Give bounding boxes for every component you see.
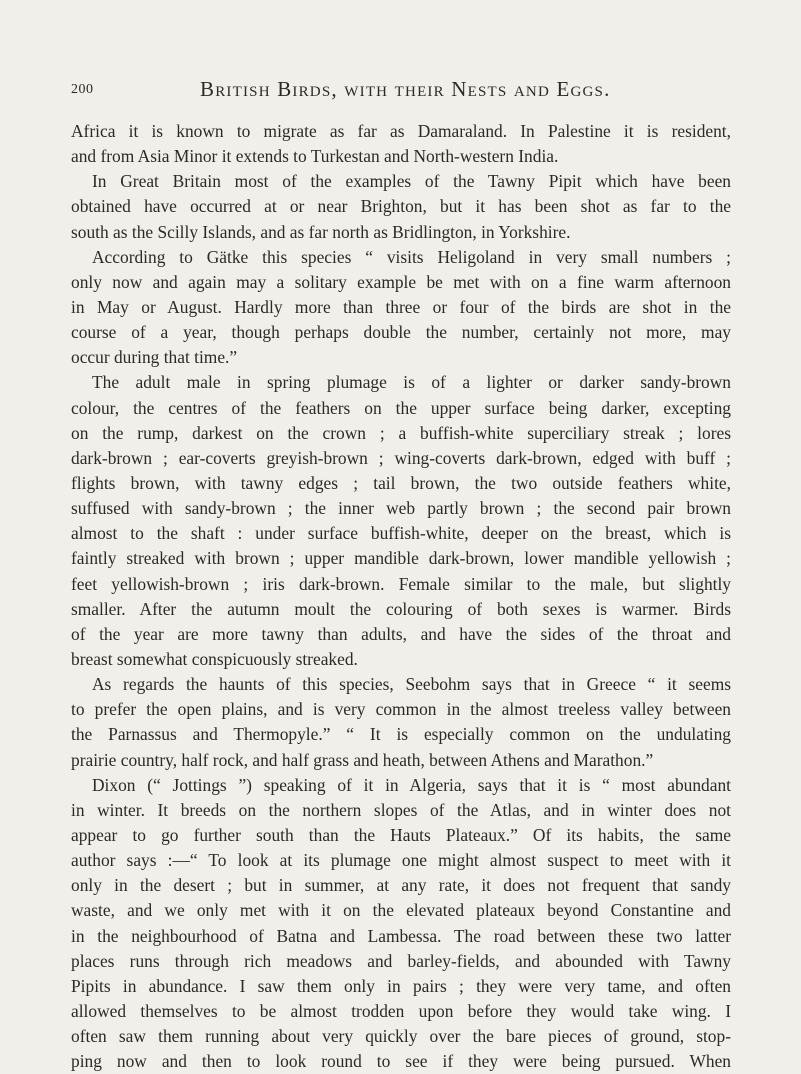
page-number: 200 — [71, 82, 94, 97]
text-line: In Great Britain most of the examples of the Tawny Pipit which have been — [92, 171, 731, 192]
text-line: only in the desert ; but in summer, at any rate, it does not frequent that sandy — [71, 875, 731, 896]
text-line: prairie country, half rock, and half grass and heath, between Athens and Marathon.” — [71, 749, 654, 770]
text-line: breast somewhat conspicuously streaked. — [71, 648, 358, 669]
text-line: Dixon (“ Jottings ”) speaking of it in Algeria, says that it is “ most abundant — [92, 774, 731, 795]
text-line: author says :—“ To look at its plumage one might almost suspect to meet with it — [71, 850, 731, 871]
text-line: the Parnassus and Thermopyle.” “ It is especially common on the undulating — [71, 724, 731, 745]
text-line: course of a year, though perhaps double the number, certainly not more, may — [71, 322, 731, 343]
text-line: almost to the shaft : under surface buffish-white, deeper on the breast, which is — [71, 523, 731, 544]
text-line: ping now and then to look round to see if they were being pursued. When — [71, 1051, 731, 1072]
text-line: and from Asia Minor it extends to Turkestan and North-western India. — [71, 146, 559, 167]
text-line: The adult male in spring plumage is of a lighter or darker sandy-brown — [92, 372, 731, 393]
text-line: feet yellowish-brown ; iris dark-brown. Female similar to the male, but slightly — [71, 573, 731, 594]
text-line: obtained have occurred at or near Brighton, but it has been shot as far to the — [71, 196, 731, 217]
body-text — [71, 119, 731, 1074]
text-line: of the year are more tawny than adults, and have the sides of the throat and — [71, 623, 731, 644]
text-line: in the neighbourhood of Batna and Lambessa. The road between these two latter — [71, 925, 731, 946]
text-line: to prefer the open plains, and is very common in the almost treeless valley between — [71, 699, 731, 720]
text-line: As regards the haunts of this species, Seebohm says that in Greece “ it seems — [92, 674, 731, 695]
text-line: only now and again may a solitary example be met with on a fine warm afternoon — [71, 271, 731, 292]
text-line: south as the Scilly Islands, and as far north as Bridlington, in Yorkshire. — [71, 221, 571, 242]
text-line: suffused with sandy-brown ; the inner web partly brown ; the second pair brown — [71, 498, 731, 519]
text-line: appear to go further south than the Hauts Plateaux.” Of its habits, the same — [71, 824, 731, 845]
text-line: allowed themselves to be almost trodden upon before they would take wing. I — [71, 1000, 731, 1021]
text-line: places runs through rich meadows and barley-fields, and abounded with Tawny — [71, 950, 731, 971]
text-line: dark-brown ; ear-coverts greyish-brown ; wing-coverts dark-brown, edged with buff ; — [71, 447, 731, 468]
text-line: waste, and we only met with it on the elevated plateaux beyond Constantine and — [71, 900, 731, 921]
text-line: According to Gätke this species “ visits Heligoland in very small numbers ; — [92, 246, 731, 267]
text-line: occur during that time.” — [71, 347, 238, 368]
text-line: in winter. It breeds on the northern slopes of the Atlas, and in winter does not — [71, 799, 731, 820]
text-line: faintly streaked with brown ; upper mandible dark-brown, lower mandible yellowish ; — [71, 548, 731, 569]
text-line: on the rump, darkest on the crown ; a buffish-white superciliary streak ; lores — [71, 422, 731, 443]
text-line: Africa it is known to migrate as far as Damaraland. In Palestine it is resident, — [71, 121, 731, 141]
text-line: smaller. After the autumn moult the colouring of both sexes is warmer. Birds — [71, 598, 731, 619]
text-line: Pipits in abundance. I saw them only in pairs ; they were very tame, and often — [71, 975, 731, 996]
text-line: colour, the centres of the feathers on the upper surface being darker, excepting — [71, 397, 731, 418]
running-title: British Birds, with their Nests and Eggs. — [200, 77, 611, 101]
text-line: often saw them running about very quickly over the bare pieces of ground, stop- — [71, 1026, 731, 1047]
text-line: flights brown, with tawny edges ; tail brown, the two outside feathers white, — [71, 472, 731, 493]
text-line: in May or August. Hardly more than three or four of the birds are shot in the — [71, 296, 731, 317]
